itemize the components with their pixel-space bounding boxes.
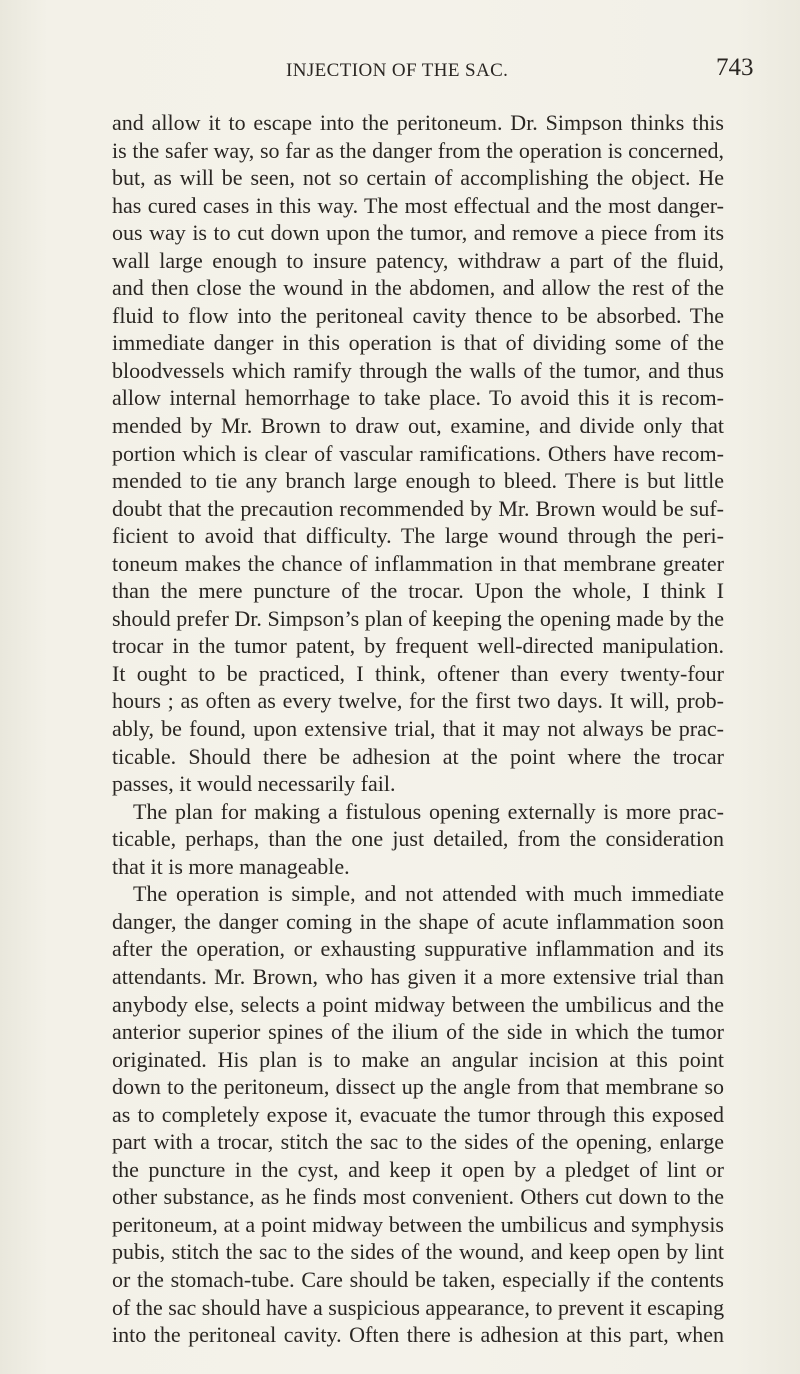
text-line: ficient to avoid that difficulty. The large wound through the peri- — [112, 523, 724, 549]
text-line: but, as will be seen, not so certain of accomplishing the object. He — [112, 165, 724, 191]
text-line: immediate danger in this operation is that of dividing some of the — [112, 330, 724, 356]
text-line: that it is more manageable. — [112, 853, 350, 879]
text-line: trocar in the tumor patent, by frequent well-directed manipulation. — [112, 633, 724, 659]
text-line: ticable, perhaps, than the one just detailed, from the consideration — [112, 826, 724, 852]
text-line: anybody else, selects a point midway between the umbilicus and the — [112, 991, 724, 1017]
text-line: down to the peritoneum, dissect up the angle from that membrane so — [112, 1074, 724, 1100]
text-line: originated. His plan is to make an angular incision at this point — [112, 1046, 724, 1072]
body-text — [112, 109, 724, 1349]
page-number: 743 — [716, 54, 754, 81]
text-line: wall large enough to insure patency, withdraw a part of the fluid, — [112, 247, 724, 273]
text-line: should prefer Dr. Simpson’s plan of keeping the opening made by the — [112, 605, 724, 631]
text-line: of the sac should have a suspicious appearance, to prevent it escaping — [112, 1294, 725, 1320]
text-line: after the operation, or exhausting suppurative inflammation and its — [112, 936, 724, 962]
text-line: attendants. Mr. Brown, who has given it a more extensive trial than — [112, 963, 724, 989]
text-line: has cured cases in this way. The most effectual and the most danger- — [112, 192, 724, 218]
text-line: fluid to flow into the peritoneal cavity thence to be absorbed. The — [112, 302, 724, 328]
text-line: mended to tie any branch large enough to bleed. There is but little — [112, 468, 724, 494]
text-line: anterior superior spines of the ilium of the side in which the tumor — [112, 1019, 724, 1045]
text-line: The operation is simple, and not attended with much immediate — [133, 881, 724, 907]
text-line: than the mere puncture of the trocar. Upon the whole, I think I — [112, 578, 724, 604]
text-line: pubis, stitch the sac to the sides of the wound, and keep open by lint — [112, 1239, 724, 1265]
text-line: hours ; as often as every twelve, for the first two days. It will, prob- — [112, 688, 724, 714]
text-line: part with a trocar, stitch the sac to the sides of the opening, enlarge — [112, 1129, 724, 1155]
text-line: and then close the wound in the abdomen, and allow the rest of the — [112, 275, 724, 301]
text-line: bloodvessels which ramify through the walls of the tumor, and thus — [112, 357, 724, 383]
text-line: ous way is to cut down upon the tumor, and remove a piece from its — [112, 220, 724, 246]
text-line: It ought to be practiced, I think, oftener than every twenty-four — [112, 660, 724, 686]
text-line: toneum makes the chance of inflammation in that membrane greater — [112, 550, 724, 576]
text-line: allow internal hemorrhage to take place. To avoid this it is recom- — [112, 385, 724, 411]
text-line: is the safer way, so far as the danger from the operation is concerned, — [112, 137, 724, 163]
text-line: into the peritoneal cavity. Often there is adhesion at this part, when — [112, 1322, 724, 1348]
running-head-title: INJECTION OF THE SAC. — [286, 60, 509, 81]
text-line: as to completely expose it, evacuate the tumor through this exposed — [112, 1101, 724, 1127]
text-line: other substance, as he finds most convenient. Others cut down to the — [112, 1184, 724, 1210]
text-line: The plan for making a fistulous opening externally is more prac- — [133, 798, 724, 824]
text-line: and allow it to escape into the peritoneum. Dr. Simpson thinks this — [112, 110, 724, 135]
text-line: mended by Mr. Brown to draw out, examine, and divide only that — [112, 413, 724, 439]
text-line: doubt that the precaution recommended by Mr. Brown would be suf- — [112, 495, 724, 521]
text-line: peritoneum, at a point midway between the umbilicus and symphysis — [112, 1211, 724, 1237]
text-line: ticable. Should there be adhesion at the point where the trocar — [112, 743, 724, 769]
text-line: portion which is clear of vascular ramifications. Others have recom- — [112, 440, 724, 466]
running-head — [0, 44, 800, 84]
text-line: passes, it would necessarily fail. — [112, 771, 396, 797]
text-line: ably, be found, upon extensive trial, that it may not always be prac- — [112, 716, 724, 742]
text-line: the puncture in the cyst, and keep it open by a pledget of lint or — [112, 1156, 724, 1182]
text-line: danger, the danger coming in the shape of acute inflammation soon — [112, 908, 724, 934]
text-line: or the stomach-tube. Care should be taken, especially if the contents — [112, 1266, 724, 1292]
